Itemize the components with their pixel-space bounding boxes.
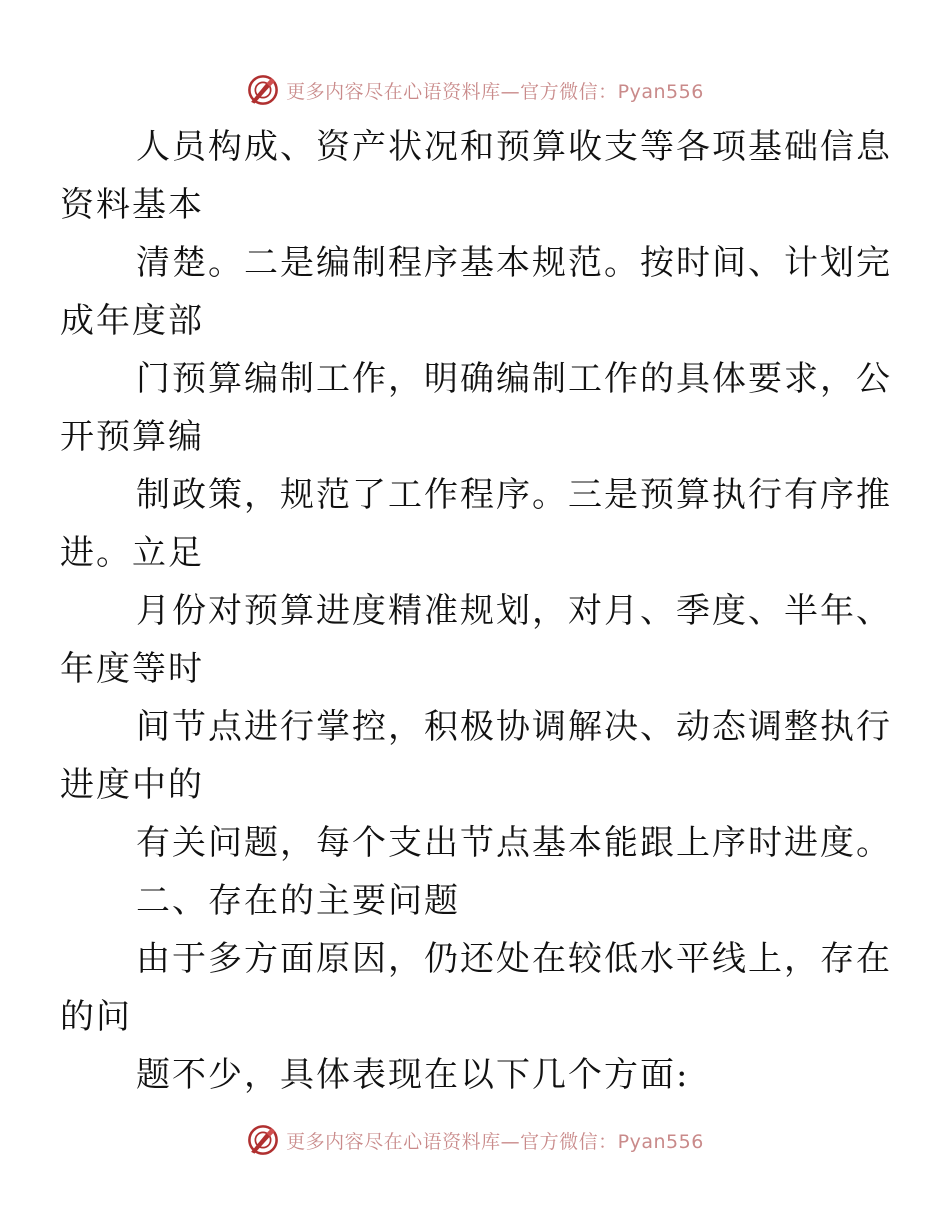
paragraph-9: [60, 930, 892, 1046]
paragraph-1: [60, 118, 892, 234]
paragraph-line: 有关问题，每个支出节点基本能跟上序时进度。: [136, 823, 892, 863]
header-watermark: [0, 70, 950, 110]
pen-circle-logo-icon: [246, 1123, 280, 1157]
watermark-text: 更多内容尽在心语资料库—官方微信：Pyan556: [286, 80, 704, 103]
paragraph-line: 进度中的: [60, 765, 204, 805]
paragraph-10: [98, 1046, 850, 1104]
section-heading: [98, 872, 850, 930]
paragraph-line: 成年度部: [60, 301, 204, 341]
paragraph-line: 的问: [60, 997, 132, 1037]
paragraph-line: 年度等时: [60, 649, 204, 689]
document-body: [60, 118, 892, 1104]
paragraph-6: [60, 698, 892, 814]
paragraph-7: [98, 814, 892, 872]
paragraph-4: [60, 466, 892, 582]
paragraph-line: 进。立足: [60, 533, 204, 573]
paragraph-line: 制政策，规范了工作程序。三是预算执行有序推: [136, 475, 892, 515]
paragraph-line: 开预算编: [60, 417, 204, 457]
paragraph-line: 人员构成、资产状况和预算收支等各项基础信息: [136, 127, 892, 167]
paragraph-line: 间节点进行掌控，积极协调解决、动态调整执行: [136, 707, 892, 747]
paragraph-3: [60, 350, 892, 466]
paragraph-line: 门预算编制工作，明确编制工作的具体要求，公: [136, 359, 892, 399]
paragraph-2: [60, 234, 892, 350]
paragraph-5: [60, 582, 892, 698]
paragraph-line: 月份对预算进度精准规划，对月、季度、半年、: [136, 591, 892, 631]
paragraph-line: 清楚。二是编制程序基本规范。按时间、计划完: [136, 243, 892, 283]
watermark-text: 更多内容尽在心语资料库—官方微信：Pyan556: [286, 1130, 704, 1153]
paragraph-line: 题不少，具体表现在以下几个方面:: [136, 1055, 690, 1095]
pen-circle-logo-icon: [246, 73, 280, 107]
paragraph-line: 资料基本: [60, 185, 204, 225]
paragraph-line: 由于多方面原因，仍还处在较低水平线上，存在: [136, 939, 892, 979]
heading-text: 二、存在的主要问题: [136, 881, 460, 921]
footer-watermark: [0, 1120, 950, 1160]
